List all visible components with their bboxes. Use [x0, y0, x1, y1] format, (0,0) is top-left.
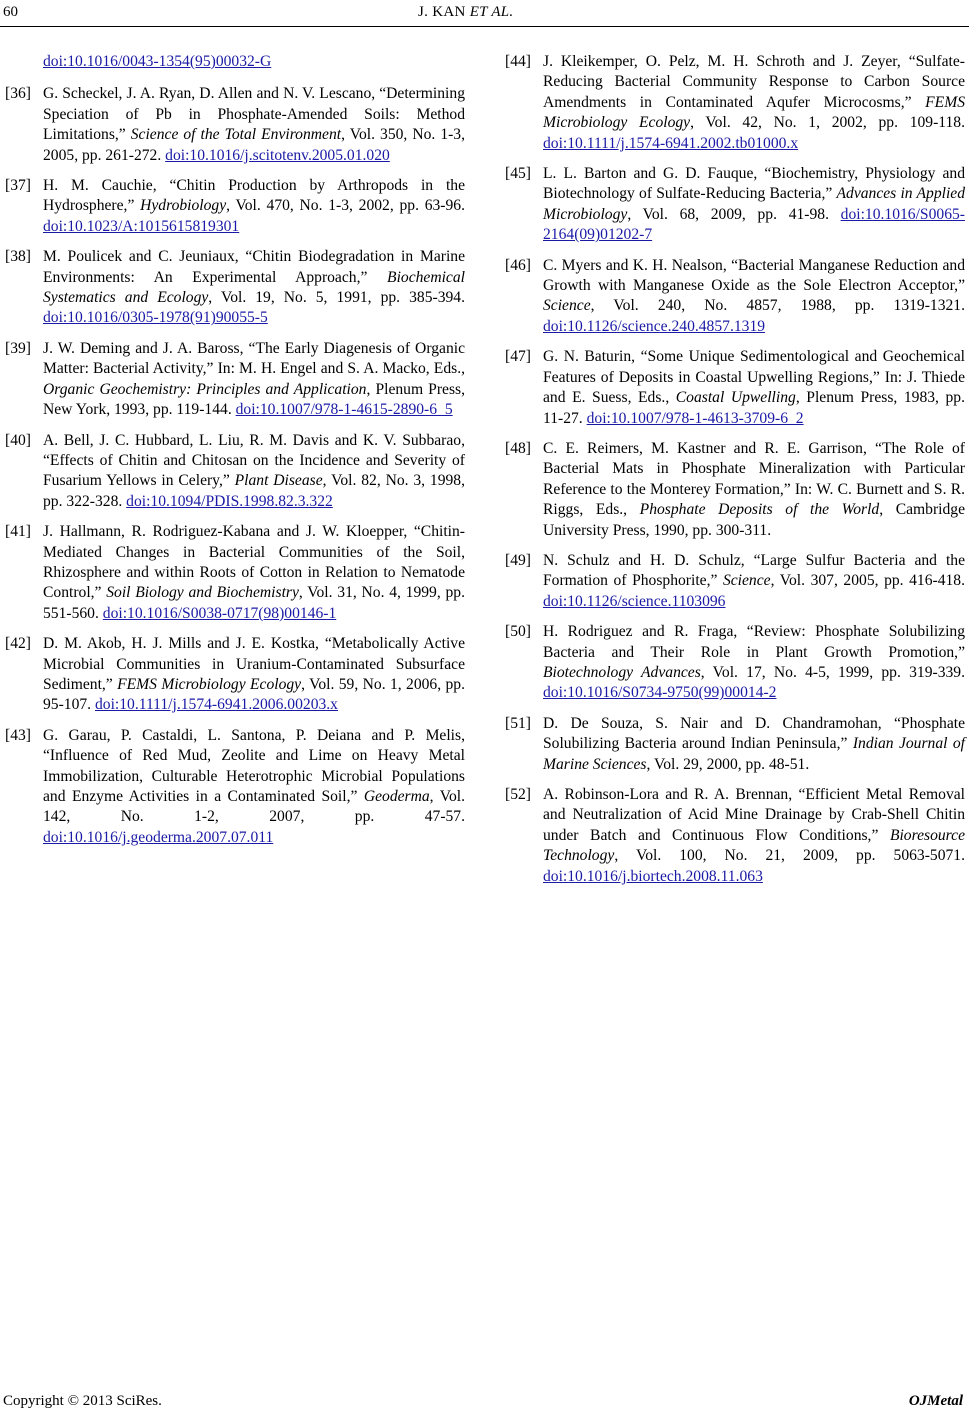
- reference-item: [5, 522, 465, 624]
- reference-number: [47]: [505, 348, 531, 366]
- reference-number: [43]: [5, 726, 31, 744]
- reference-details: , Vol. 142, No. 1-2, 2007, pp. 47-57.: [43, 788, 465, 826]
- reference-source: Science: [543, 297, 591, 315]
- reference-authors-title: G. Garau, P. Castaldi, L. Santona, P. Deiana and P. Melis, “Influence of Red Mud, Zeolite and Lime on Heavy Metal Immobilization, Culturable Heterotrophic Microbial Populations and Enzyme Activities in a Contaminated Soil,”: [43, 726, 465, 805]
- reference-source: Indian Journal of Marine Sciences: [543, 735, 965, 773]
- reference-item: [5, 431, 465, 513]
- reference-authors-title: J. W. Deming and J. A. Baross, “The Early Diagenesis of Organic Matter: Bacterial Activity,” In: M. H. Engel and S. A. Macko, Eds.,: [43, 339, 465, 378]
- reference-text: [543, 551, 965, 612]
- reference-text: [543, 439, 965, 541]
- reference-source: FEMS Microbiology Ecology: [117, 675, 302, 693]
- reference-text: [43, 84, 465, 166]
- reference-number: [44]: [505, 53, 531, 70]
- reference-text: [43, 634, 465, 716]
- reference-item: [5, 247, 465, 329]
- reference-details: , Plenum Press, 1983, pp. 11-27.: [543, 389, 965, 427]
- reference-text: [543, 622, 965, 704]
- reference-item: [505, 622, 965, 704]
- reference-authors-title: D. De Souza, S. Nair and D. Chandramohan, “Phosphate Solubilizing Bacteria around Indian Peninsula,”: [543, 714, 965, 753]
- reference-item: [5, 634, 465, 716]
- reference-number: [39]: [5, 339, 31, 357]
- reference-item: [5, 176, 465, 237]
- reference-authors-title: A. Bell, J. C. Hubbard, L. Liu, R. M. Davis and K. V. Subbarao, “Effects of Chitin and Chitosan on the Incidence and Severity of Fusarium Yellows in Celery,”: [43, 431, 465, 490]
- reference-source: Advances in Applied Microbiology: [543, 185, 965, 223]
- reference-details: , Cambridge University Press, 1990, pp. 300-311.: [543, 501, 965, 539]
- reference-text: [43, 431, 465, 513]
- running-title: [418, 4, 513, 21]
- reference-authors-title: G. N. Baturin, “Some Unique Sedimentological and Geochemical Features of Deposits in Coastal Upwelling Regions,” In: J. Thiede and E. Suess, Eds.,: [543, 348, 965, 407]
- doi-link[interactable]: doi:10.1111/j.1574-6941.2006.00203.x: [94, 696, 338, 714]
- reference-item: [5, 339, 465, 421]
- reference-number: [51]: [505, 714, 531, 732]
- reference-details: , Vol. 42, No. 1, 2002, pp. 109-118.: [690, 114, 965, 132]
- reference-source: Soil Biology and Biochemistry: [106, 584, 299, 602]
- running-title-et-al: ET AL.: [469, 4, 514, 20]
- reference-details: , Vol. 68, 2009, pp. 41-98.: [627, 205, 829, 223]
- right-reference-list: [505, 52, 965, 887]
- reference-details: , Vol. 59, No. 1, 2006, pp. 95-107.: [43, 675, 466, 714]
- reference-text: [543, 785, 965, 887]
- reference-text: [543, 256, 965, 338]
- reference-item: [505, 439, 965, 541]
- reference-item: [505, 551, 965, 612]
- journal-name: OJMetal: [908, 1393, 963, 1409]
- reference-details: , Vol. 82, No. 3, 1998, pp. 322-328.: [43, 472, 465, 510]
- reference-source: Science of the Total Environment: [130, 126, 342, 144]
- reference-authors-title: L. L. Barton and G. D. Fauque, “Biochemistry, Physiology and Biotechnology of Sulfate-Reducing Bacteria,”: [543, 165, 965, 203]
- reference-details: , Vol. 100, No. 21, 2009, pp. 5063-5071.: [614, 847, 965, 865]
- reference-authors-title: C. Myers and K. H. Nealson, “Bacterial Manganese Reduction and Growth with Manganese Oxide as the Sole Electron Acceptor,”: [543, 256, 965, 295]
- reference-number: [38]: [5, 248, 31, 266]
- reference-item: [505, 256, 965, 338]
- reference-details: , Vol. 307, 2005, pp. 416-418.: [770, 572, 965, 590]
- copyright-notice: Copyright © 2013 SciRes.: [3, 1393, 162, 1409]
- reference-text: [43, 339, 465, 421]
- reference-details: , Vol. 17, No. 4-5, 1999, pp. 319-339.: [700, 663, 965, 681]
- reference-details: , Vol. 19, No. 5, 1991, pp. 385-394.: [208, 289, 465, 307]
- reference-source: Science: [722, 572, 771, 590]
- reference-details: , Vol. 31, No. 4, 1999, pp. 551-560.: [43, 584, 465, 622]
- reference-number: [42]: [5, 635, 31, 653]
- reference-source: Geoderma: [363, 788, 430, 805]
- reference-source: Plant Disease: [234, 472, 323, 490]
- reference-item: [5, 726, 465, 848]
- reference-text: [43, 522, 465, 624]
- reference-source: Biotechnology Advances: [543, 663, 701, 681]
- continued-reference: [5, 52, 465, 72]
- reference-details: , Plenum Press, New York, 1993, pp. 119-144.: [43, 380, 465, 419]
- reference-source: Phosphate Deposits of the World: [639, 501, 880, 519]
- reference-source: Bioresource Technology: [543, 826, 965, 865]
- reference-item: [5, 84, 465, 166]
- reference-item: [505, 714, 965, 775]
- reference-source: Biochemical Systematics and Ecology: [43, 268, 465, 307]
- reference-details: , Vol. 470, No. 1-3, 2002, pp. 63-96.: [226, 197, 465, 215]
- doi-link[interactable]: doi:10.1016/S0038-0717(98)00146-1: [102, 604, 337, 622]
- doi-link[interactable]: doi:10.1016/S0734-9750(99)00014-2: [543, 684, 777, 702]
- doi-link[interactable]: doi:10.1126/science.1103096: [543, 592, 726, 610]
- reference-item: [505, 164, 965, 246]
- reference-text: [543, 347, 965, 429]
- reference-text: [43, 726, 465, 848]
- reference-authors-title: H. M. Cauchie, “Chitin Production by Arthropods in the Hydrosphere,”: [43, 177, 465, 215]
- page-number: 60: [3, 4, 18, 20]
- left-reference-list: [5, 84, 465, 848]
- doi-link[interactable]: doi:10.1126/science.240.4857.1319: [543, 317, 766, 335]
- reference-item: [505, 347, 965, 429]
- running-title-authors: J. KAN: [418, 4, 466, 20]
- reference-number: [49]: [505, 551, 531, 569]
- reference-source: FEMS Microbiology Ecology: [543, 93, 965, 132]
- reference-number: [52]: [505, 786, 531, 803]
- doi-link[interactable]: doi:10.1111/j.1574-6941.2002.tb01000.x: [543, 134, 799, 152]
- reference-number: [36]: [5, 85, 31, 103]
- left-column: [5, 52, 465, 858]
- reference-text: [43, 247, 465, 329]
- reference-authors-title: D. M. Akob, H. J. Mills and J. E. Kostka, “Metabolically Active Microbial Communities in Uranium-Contaminated Subsurface Sediment,”: [43, 635, 465, 693]
- reference-authors-title: C. E. Reimers, M. Kastner and R. E. Garrison, “The Role of Bacterial Mats in Phosphate Mineralization with Particular Reference to the Monterey Formation,” In: W. C. Burnett and S. R. Riggs, Eds.,: [543, 439, 965, 519]
- reference-number: [40]: [5, 431, 31, 449]
- reference-text: [43, 176, 465, 237]
- reference-details: , Vol. 29, 2000, pp. 48-51.: [646, 755, 810, 773]
- doi-link[interactable]: doi:10.1023/A:1015615819301: [43, 217, 240, 235]
- reference-authors-title: M. Poulicek and C. Jeuniaux, “Chitin Biodegradation in Marine Environments: An Experimental Approach,”: [43, 248, 465, 286]
- doi-link[interactable]: doi:10.1016/0305-1978(91)90055-5: [43, 309, 268, 327]
- doi-link[interactable]: doi:10.1016/j.scitotenv.2005.01.020: [165, 146, 390, 164]
- doi-link[interactable]: doi:10.1016/j.biortech.2008.11.063: [543, 867, 763, 885]
- reference-authors-title: G. Scheckel, J. A. Ryan, D. Allen and N. V. Lescano, “Determining Speciation of Pb in Phosphate-Amended Soils: Method Limitations,”: [43, 85, 465, 144]
- reference-item: [505, 52, 965, 154]
- reference-authors-title: A. Robinson-Lora and R. A. Brennan, “Efficient Metal Removal and Neutralization of Acid Mine Drainage by Crab-Shell Chitin under Batch and Continuous Flow Conditions,”: [543, 786, 965, 844]
- reference-authors-title: J. Kleikemper, O. Pelz, M. H. Schroth and J. Zeyer, “Sulfate-Reducing Bacterial Community Response to Carbon Source Amendments in Contaminated Aqufer Microcosms,”: [543, 53, 965, 111]
- reference-number: [41]: [5, 523, 31, 541]
- reference-text: [543, 164, 965, 246]
- reference-source: Coastal Upwelling: [675, 389, 796, 407]
- reference-details: , Vol. 240, No. 4857, 1988, pp. 1319-1321.: [590, 297, 965, 315]
- reference-text: [543, 714, 965, 775]
- right-column: [505, 52, 965, 897]
- doi-link[interactable]: doi:10.1016/j.geoderma.2007.07.011: [43, 828, 274, 846]
- doi-link[interactable]: doi:10.1007/978-1-4613-3709-6_2: [586, 409, 804, 427]
- reference-authors-title: J. Hallmann, R. Rodriguez-Kabana and J. W. Kloepper, “Chitin-Mediated Changes in Bacterial Communities of the Soil, Rhizosphere and within Roots of Cotton in Relation to Nematode Control,”: [43, 523, 465, 602]
- doi-link[interactable]: doi:10.1016/0043-1354(95)00032-G: [43, 53, 272, 70]
- doi-link[interactable]: doi:10.1094/PDIS.1998.82.3.322: [126, 492, 333, 510]
- doi-link[interactable]: doi:10.1007/978-1-4615-2890-6_5: [235, 401, 453, 419]
- reference-number: [45]: [505, 165, 531, 183]
- reference-authors-title: H. Rodriguez and R. Fraga, “Review: Phosphate Solubilizing Bacteria and Their Role in Plant Growth Promotion,”: [543, 623, 965, 661]
- reference-authors-title: N. Schulz and H. D. Schulz, “Large Sulfur Bacteria and the Formation of Phosphorite,”: [543, 551, 965, 590]
- reference-number: [37]: [5, 177, 31, 195]
- reference-number: [50]: [505, 623, 531, 641]
- reference-source: Organic Geochemistry: Principles and Application: [43, 380, 367, 398]
- reference-details: , Vol. 350, No. 1-3, 2005, pp. 261-272.: [43, 126, 465, 164]
- reference-item: [505, 785, 965, 887]
- header-rule: [0, 26, 969, 27]
- reference-source: Hydrobiology: [140, 197, 227, 215]
- reference-text: [543, 52, 965, 154]
- page-header: [0, 0, 969, 30]
- doi-link[interactable]: doi:10.1016/S0065-2164(09)01202-7: [543, 205, 965, 244]
- reference-number: [48]: [505, 439, 531, 457]
- reference-number: [46]: [505, 256, 531, 274]
